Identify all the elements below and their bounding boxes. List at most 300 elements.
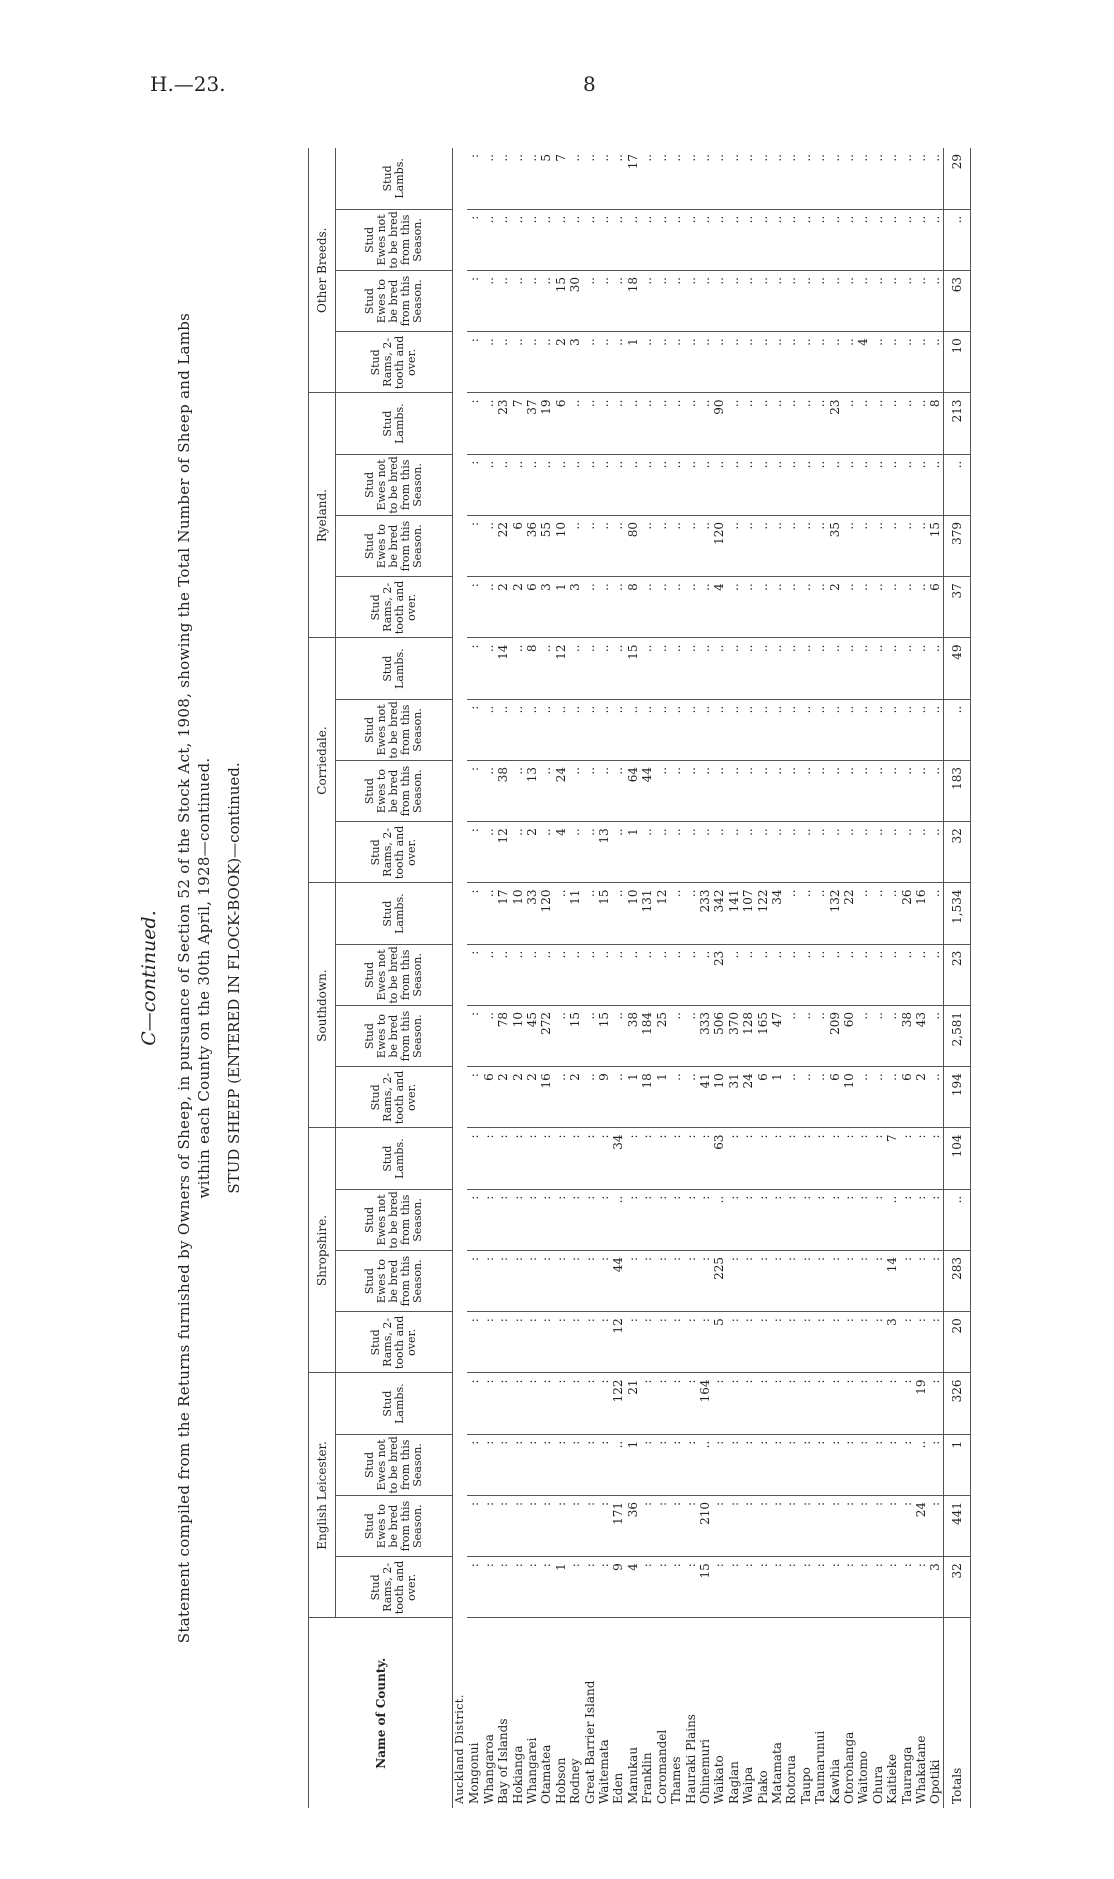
table-cell: 10 <box>842 1067 856 1128</box>
table-cell: 128 <box>741 1006 755 1067</box>
table-cell: : <box>885 1434 899 1495</box>
table-cell: 38 <box>626 1006 640 1067</box>
table-cell: 1 <box>626 822 640 883</box>
table-cell: 2 <box>525 822 539 883</box>
table-cell: .. <box>539 271 553 332</box>
table-row <box>784 148 798 1808</box>
table-cell: : <box>525 1312 539 1373</box>
table-cell: .. <box>928 454 943 515</box>
table-cell: 12 <box>655 883 669 944</box>
table-cell: 1 <box>626 332 640 393</box>
table-cell: .. <box>511 148 525 209</box>
table-cell: .. <box>784 638 798 699</box>
table-cell: .. <box>482 761 496 822</box>
table-cell: .. <box>900 454 914 515</box>
table-cell: 17 <box>496 883 510 944</box>
table-cell: 1 <box>626 1067 640 1128</box>
table-cell: .. <box>640 638 654 699</box>
table-cell: 22 <box>842 883 856 944</box>
table-cell: .. <box>583 271 597 332</box>
titles-block <box>138 148 244 1808</box>
table-cell: : <box>784 1189 798 1250</box>
table-cell: : <box>655 1557 669 1618</box>
table-cell: .. <box>554 1067 568 1128</box>
table-cell: : <box>770 1128 784 1189</box>
table-cell: .. <box>885 699 899 760</box>
table-cell: : <box>655 1128 669 1189</box>
sub-column-header: Stud Rams, 2-tooth and over. <box>336 577 453 638</box>
table-cell: : <box>467 638 481 699</box>
table-cell: : <box>799 1496 813 1557</box>
table-cell: .. <box>871 1006 885 1067</box>
table-cell: 5 <box>712 1312 726 1373</box>
table-cell: : <box>539 1312 553 1373</box>
table-cell: 90 <box>712 393 726 454</box>
table-cell: .. <box>784 577 798 638</box>
table-cell: .. <box>928 332 943 393</box>
table-row <box>885 148 899 1808</box>
table-cell: : <box>914 1312 928 1373</box>
table-cell: 12 <box>496 822 510 883</box>
sub-column-header: Stud Rams, 2-tooth and over. <box>336 822 453 883</box>
table-cell: : <box>496 1128 510 1189</box>
table-cell: : <box>813 1557 827 1618</box>
table-cell: : <box>727 1496 741 1557</box>
table-cell: : <box>467 1496 481 1557</box>
table-cell: .. <box>626 699 640 760</box>
table-cell: .. <box>597 148 611 209</box>
table-cell: : <box>741 1496 755 1557</box>
table-cell: .. <box>684 271 698 332</box>
table-cell: .. <box>871 883 885 944</box>
table-cell: .. <box>885 332 899 393</box>
table-cell: 60 <box>842 1006 856 1067</box>
sub-column-header: Stud Ewes not to be bred from this Season. <box>336 209 453 270</box>
table-cell: .. <box>482 944 496 1005</box>
table-cell: : <box>756 1251 770 1312</box>
totals-cell: 20 <box>943 1312 970 1373</box>
table-cell: 122 <box>756 883 770 944</box>
table-cell: .. <box>928 1067 943 1128</box>
table-cell: : <box>467 271 481 332</box>
table-cell: : <box>756 1434 770 1495</box>
table-cell: .. <box>611 944 625 1005</box>
table-cell: .. <box>496 271 510 332</box>
table-cell: 7 <box>554 148 568 209</box>
table-cell: : <box>828 1496 842 1557</box>
table-cell: .. <box>871 271 885 332</box>
stud-sheep-table <box>308 148 971 1808</box>
table-cell: .. <box>583 577 597 638</box>
table-cell: .. <box>900 577 914 638</box>
table-cell: : <box>511 1557 525 1618</box>
table-cell: : <box>640 1312 654 1373</box>
table-cell: .. <box>813 883 827 944</box>
table-cell: .. <box>856 148 870 209</box>
table-cell: 120 <box>712 516 726 577</box>
table-cell: .. <box>756 454 770 515</box>
county-name: Opotiki <box>928 1759 943 1804</box>
table-cell: 12 <box>611 1312 625 1373</box>
breed-header: Southdown. <box>309 883 336 1128</box>
table-cell: 78 <box>496 1006 510 1067</box>
table-cell: .. <box>799 1067 813 1128</box>
table-cell: .. <box>928 638 943 699</box>
county-name: Franklin <box>640 1752 655 1804</box>
table-cell: .. <box>568 761 582 822</box>
table-cell: : <box>828 1557 842 1618</box>
table-cell: : <box>900 1373 914 1434</box>
table-cell: : <box>640 1189 654 1250</box>
table-cell: .. <box>712 761 726 822</box>
table-cell: .. <box>842 699 856 760</box>
table-cell: : <box>655 1434 669 1495</box>
table-cell: .. <box>583 148 597 209</box>
table-cell: .. <box>871 209 885 270</box>
table-cell: : <box>568 1251 582 1312</box>
table-cell: 9 <box>611 1557 625 1618</box>
table-cell: : <box>799 1373 813 1434</box>
table-cell: 1 <box>554 577 568 638</box>
table-cell: : <box>467 577 481 638</box>
table-cell: : <box>727 1557 741 1618</box>
table-cell: : <box>813 1434 827 1495</box>
table-cell: .. <box>554 883 568 944</box>
table-cell: 19 <box>539 393 553 454</box>
table-cell: : <box>784 1128 798 1189</box>
table-cell: : <box>597 1312 611 1373</box>
table-cell: .. <box>640 577 654 638</box>
table-cell: : <box>467 944 481 1005</box>
table-cell: .. <box>511 822 525 883</box>
totals-label: Totals <box>943 1618 970 1808</box>
table-cell: : <box>597 1373 611 1434</box>
table-cell: : <box>467 1373 481 1434</box>
table-cell: .. <box>568 393 582 454</box>
table-cell: .. <box>554 699 568 760</box>
table-cell: : <box>597 1189 611 1250</box>
table-cell: .. <box>655 148 669 209</box>
table-cell: .. <box>525 332 539 393</box>
table-cell: .. <box>727 516 741 577</box>
table-cell: : <box>640 1251 654 1312</box>
table-cell: 10 <box>554 516 568 577</box>
table-cell: .. <box>597 944 611 1005</box>
table-cell: .. <box>914 944 928 1005</box>
table-cell: 34 <box>770 883 784 944</box>
table-cell: .. <box>597 271 611 332</box>
table-cell: 34 <box>611 1128 625 1189</box>
table-cell: : <box>784 1557 798 1618</box>
table-cell: .. <box>799 822 813 883</box>
table-cell: : <box>914 1189 928 1250</box>
table-cell: 41 <box>698 1067 712 1128</box>
table-cell: .. <box>770 209 784 270</box>
table-cell: .. <box>684 1006 698 1067</box>
county-name: Kawhia <box>827 1758 842 1804</box>
table-cell: : <box>928 1434 943 1495</box>
table-cell: .. <box>727 577 741 638</box>
table-cell: .. <box>655 699 669 760</box>
table-cell: .. <box>813 454 827 515</box>
table-cell: .. <box>583 209 597 270</box>
table-cell: : <box>727 1251 741 1312</box>
county-name: Ohura <box>870 1765 885 1804</box>
table-cell: : <box>568 1128 582 1189</box>
table-cell: .. <box>900 761 914 822</box>
table-cell: .. <box>885 638 899 699</box>
table-cell: .. <box>813 148 827 209</box>
table-cell: 1 <box>626 1434 640 1495</box>
table-cell: .. <box>611 148 625 209</box>
table-cell: .. <box>928 148 943 209</box>
table-cell: .. <box>525 209 539 270</box>
table-cell: .. <box>885 1067 899 1128</box>
table-cell: .. <box>640 454 654 515</box>
table-cell: .. <box>597 209 611 270</box>
table-cell: 184 <box>640 1006 654 1067</box>
table-row <box>626 148 640 1808</box>
table-cell: .. <box>655 332 669 393</box>
table-cell: 5 <box>539 148 553 209</box>
table-cell: : <box>640 1557 654 1618</box>
table-cell: : <box>741 1434 755 1495</box>
table-cell: .. <box>597 699 611 760</box>
table-cell: .. <box>813 1006 827 1067</box>
table-cell: .. <box>799 516 813 577</box>
table-cell: .. <box>583 1067 597 1128</box>
table-cell: .. <box>568 638 582 699</box>
table-cell: : <box>813 1189 827 1250</box>
table-cell: .. <box>756 516 770 577</box>
table-cell: .. <box>669 822 683 883</box>
breed-header: Shropshire. <box>309 1128 336 1373</box>
table-cell: .. <box>712 454 726 515</box>
table-cell: .. <box>727 393 741 454</box>
table-cell: .. <box>928 209 943 270</box>
table-row <box>799 148 813 1808</box>
table-cell: .. <box>568 699 582 760</box>
table-cell: 44 <box>640 761 654 822</box>
table-cell: .. <box>828 454 842 515</box>
table-cell: .. <box>554 1006 568 1067</box>
table-cell: : <box>669 1128 683 1189</box>
table-cell: 10 <box>511 883 525 944</box>
table-cell: .. <box>900 699 914 760</box>
table-cell: .. <box>655 577 669 638</box>
table-cell: .. <box>856 883 870 944</box>
table-cell: : <box>539 1251 553 1312</box>
table-row <box>669 148 683 1808</box>
table-cell: : <box>784 1251 798 1312</box>
table-cell: : <box>770 1557 784 1618</box>
breed-header: English Leicester. <box>309 1373 336 1618</box>
table-cell: .. <box>712 699 726 760</box>
table-cell: 6 <box>511 516 525 577</box>
table-cell: : <box>597 1251 611 1312</box>
table-cell: : <box>655 1496 669 1557</box>
table-cell: : <box>900 1312 914 1373</box>
table-cell: .. <box>928 822 943 883</box>
table-cell: .. <box>525 699 539 760</box>
table-cell: .. <box>914 332 928 393</box>
table-cell: 16 <box>914 883 928 944</box>
table-cell: .. <box>856 454 870 515</box>
table-cell: 7 <box>885 1128 899 1189</box>
table-cell: : <box>828 1312 842 1373</box>
table-cell: : <box>842 1434 856 1495</box>
county-name: Rodney <box>568 1758 583 1804</box>
table-cell: : <box>511 1312 525 1373</box>
table-cell: .. <box>914 454 928 515</box>
sub-column-header: Stud Lambs. <box>336 883 453 944</box>
table-cell: : <box>583 1557 597 1618</box>
table-cell: .. <box>784 332 798 393</box>
county-name: Taumarunui <box>813 1730 828 1804</box>
table-row <box>914 148 928 1808</box>
table-cell: .. <box>539 638 553 699</box>
totals-cell: 2,581 <box>943 1006 970 1067</box>
table-cell: : <box>756 1496 770 1557</box>
table-cell: .. <box>813 699 827 760</box>
table-cell: .. <box>482 638 496 699</box>
table-cell: .. <box>799 393 813 454</box>
table-cell: 2 <box>828 577 842 638</box>
table-cell: : <box>684 1496 698 1557</box>
table-cell: .. <box>698 699 712 760</box>
table-cell: .. <box>828 761 842 822</box>
table-cell: .. <box>669 516 683 577</box>
table-cell: : <box>554 1373 568 1434</box>
totals-cell: 1,534 <box>943 883 970 944</box>
table-row <box>511 148 525 1808</box>
table-cell: 2 <box>914 1067 928 1128</box>
table-cell: : <box>554 1496 568 1557</box>
county-name: Whangaroa <box>481 1734 496 1804</box>
totals-cell: 104 <box>943 1128 970 1189</box>
table-cell: : <box>871 1557 885 1618</box>
table-cell: 8 <box>928 393 943 454</box>
table-cell: .. <box>482 516 496 577</box>
table-cell: .. <box>756 332 770 393</box>
table-cell: .. <box>784 271 798 332</box>
table-cell: .. <box>611 271 625 332</box>
table-cell: .. <box>496 944 510 1005</box>
table-cell: .. <box>597 393 611 454</box>
table-cell: .. <box>799 148 813 209</box>
sub-column-header: Stud Ewes to be bred from this Season. <box>336 1496 453 1557</box>
table-cell: .. <box>539 699 553 760</box>
table-cell: : <box>712 1434 726 1495</box>
table-cell: .. <box>727 761 741 822</box>
table-cell: 21 <box>626 1373 640 1434</box>
county-name: Tauranga <box>899 1746 914 1804</box>
county-name: Eden <box>611 1772 626 1804</box>
table-cell: : <box>856 1373 870 1434</box>
table-cell: .. <box>640 944 654 1005</box>
table-cell: 43 <box>914 1006 928 1067</box>
table-cell: .. <box>511 271 525 332</box>
table-cell: .. <box>770 332 784 393</box>
table-cell: .. <box>799 454 813 515</box>
sub-column-header: Stud Ewes not to be bred from this Season. <box>336 944 453 1005</box>
table-cell: .. <box>482 577 496 638</box>
table-cell: : <box>568 1373 582 1434</box>
table-cell: .. <box>828 944 842 1005</box>
table-cell: .. <box>482 822 496 883</box>
table-cell: : <box>828 1128 842 1189</box>
table-cell: .. <box>770 822 784 883</box>
table-cell: .. <box>741 454 755 515</box>
table-cell: 45 <box>525 1006 539 1067</box>
table-cell: .. <box>669 454 683 515</box>
table-cell: .. <box>727 454 741 515</box>
table-cell: : <box>554 1251 568 1312</box>
county-name: Whangarei <box>525 1737 540 1804</box>
table-cell: : <box>539 1373 553 1434</box>
table-cell: .. <box>842 454 856 515</box>
table-cell: .. <box>900 516 914 577</box>
table-cell: : <box>928 1496 943 1557</box>
table-cell: : <box>741 1557 755 1618</box>
table-cell: 272 <box>539 1006 553 1067</box>
table-cell: 233 <box>698 883 712 944</box>
table-cell: 3 <box>539 577 553 638</box>
table-cell: .. <box>871 393 885 454</box>
table-cell: 12 <box>554 638 568 699</box>
table-cell: .. <box>741 148 755 209</box>
table-row <box>770 148 784 1808</box>
table-cell: : <box>684 1557 698 1618</box>
county-name: Kaitieke <box>885 1753 900 1804</box>
table-cell: .. <box>727 332 741 393</box>
table-cell: : <box>467 1557 481 1618</box>
table-cell: 164 <box>698 1373 712 1434</box>
table-cell: : <box>828 1434 842 1495</box>
table-cell: 2 <box>554 332 568 393</box>
table-cell: 141 <box>727 883 741 944</box>
table-cell: 10 <box>511 1006 525 1067</box>
table-cell: .. <box>611 822 625 883</box>
table-cell: .. <box>842 148 856 209</box>
table-cell: 44 <box>611 1251 625 1312</box>
table-cell: .. <box>597 454 611 515</box>
table-cell: : <box>482 1496 496 1557</box>
table-cell: .. <box>741 209 755 270</box>
table-cell: : <box>554 1128 568 1189</box>
statement-title-line2: within each County on the 30th April, 1928—continued. <box>195 757 213 1199</box>
table-cell: .. <box>684 577 698 638</box>
table-cell: : <box>784 1373 798 1434</box>
table-cell: : <box>914 1557 928 1618</box>
table-cell: .. <box>640 516 654 577</box>
table-cell: : <box>640 1128 654 1189</box>
table-cell: .. <box>799 209 813 270</box>
table-cell: .. <box>770 271 784 332</box>
table-cell: .. <box>914 822 928 883</box>
table-cell: .. <box>684 516 698 577</box>
totals-cell: 379 <box>943 516 970 577</box>
stud-sheep-table-wrap <box>308 148 971 1808</box>
table-cell: : <box>482 1251 496 1312</box>
table-cell: .. <box>842 944 856 1005</box>
table-row <box>467 148 481 1808</box>
table-cell: .. <box>511 454 525 515</box>
table-cell: .. <box>626 209 640 270</box>
table-cell: .. <box>741 271 755 332</box>
table-cell: : <box>770 1373 784 1434</box>
table-cell: 25 <box>655 1006 669 1067</box>
